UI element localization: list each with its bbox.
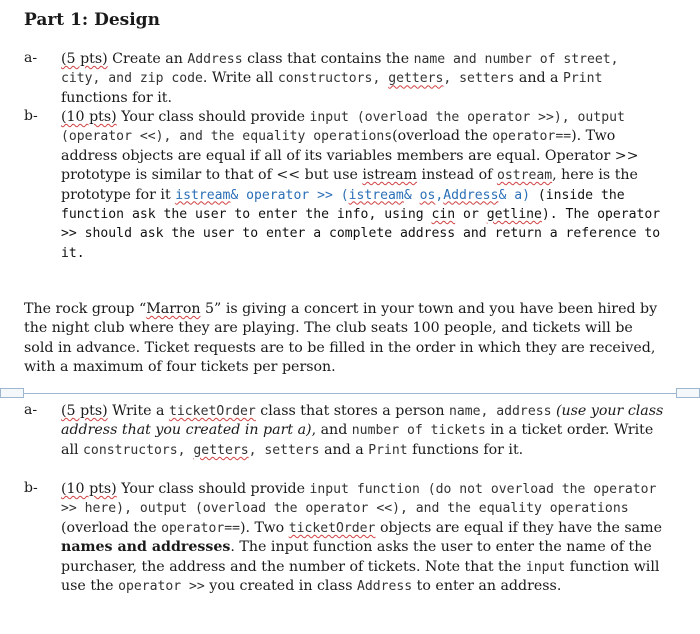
text: objects are equal if they have the same xyxy=(375,519,662,536)
text: . The input function asks the user to enter the name of the purchaser, the address and the number of tickets. Note that the xyxy=(61,539,652,575)
divider-cap-left xyxy=(0,388,24,398)
text: Your class should provide xyxy=(116,481,310,497)
code: cin xyxy=(431,207,456,223)
points: (5 pts) xyxy=(61,403,108,419)
item-text xyxy=(61,108,665,263)
code: input xyxy=(525,559,566,575)
code: operator >> xyxy=(118,579,205,595)
code: istream xyxy=(175,187,231,203)
section-title: Part 1: Design xyxy=(24,10,160,30)
divider-cap-right xyxy=(676,388,700,398)
item-label: b- xyxy=(24,480,38,496)
text: ). Two xyxy=(240,519,289,536)
code: Address xyxy=(443,187,499,203)
code: constructors, xyxy=(83,442,194,458)
text: (use your class address that you created in part a) xyxy=(61,403,664,439)
text: (overload the xyxy=(61,519,162,536)
text: names and addresses xyxy=(61,539,231,556)
code: (inside the function ask the user to enter the info, using xyxy=(61,187,625,223)
code: getters xyxy=(193,442,249,458)
text: (overload the xyxy=(392,128,493,145)
text: istream xyxy=(362,167,418,184)
code: , setters xyxy=(443,71,515,87)
code: getters xyxy=(388,71,444,87)
code: constructors, xyxy=(277,71,389,87)
item-label: a- xyxy=(24,50,38,66)
code: istream xyxy=(348,187,404,203)
text: Your class should provide xyxy=(116,109,310,125)
divider-line xyxy=(14,393,686,394)
text: function will use the xyxy=(61,558,660,595)
text: Write a xyxy=(107,403,170,419)
code: Print xyxy=(563,71,603,87)
text: class that contains the xyxy=(242,51,414,67)
text: in a ticket order. Write all xyxy=(61,422,654,458)
text: , and xyxy=(311,422,352,439)
text: The rock group “ xyxy=(24,301,147,317)
code: operator== xyxy=(492,129,572,145)
code: & xyxy=(403,187,420,203)
item-text xyxy=(61,402,665,460)
points: (10 pts) xyxy=(61,109,117,125)
item-label: a- xyxy=(24,402,38,418)
code: os xyxy=(419,187,436,203)
code: ticketOrder xyxy=(169,404,256,419)
text: to enter an address. xyxy=(412,578,562,595)
code: name, address xyxy=(448,404,552,419)
concert-paragraph xyxy=(24,300,664,378)
item-label: b- xyxy=(24,108,38,124)
code: number of tickets xyxy=(351,423,486,439)
code: name and number of street, city, and zip code xyxy=(61,52,619,87)
text: functions for it. xyxy=(61,89,173,106)
text: ). Two address objects are equal if all of its variables members are equal. Operator >> prototype is similar to that of << but use xyxy=(61,128,639,184)
points: (10 pts) xyxy=(61,481,117,497)
code: input (overload the operator >>), output (operator <<), and the equality operations xyxy=(61,110,625,145)
code: Address xyxy=(187,52,243,67)
item-text xyxy=(61,50,665,108)
code: & operator >> ( xyxy=(230,187,349,203)
item-text xyxy=(61,480,665,596)
code: & a) xyxy=(498,187,530,203)
text: class that stores a person xyxy=(255,403,449,419)
text: you created in class xyxy=(204,578,357,595)
text: 5” is giving a concert in your town and you have been hired by the night club where they are playing. The club seats 100 people, and tickets will be sold in advance. Ticket requests are to be filled in the order in which they are received, with a maximum of four tickets per person. xyxy=(24,301,658,376)
code: operator== xyxy=(161,520,240,536)
points: (5 pts) xyxy=(61,51,108,67)
section-divider xyxy=(0,392,700,396)
code: ticketOrder xyxy=(288,520,376,536)
text: Create an xyxy=(107,51,188,67)
code: getline xyxy=(486,207,542,223)
code: input function (do not overload the operator >> here), output (overload the operator <<), and the equality operations xyxy=(61,482,657,517)
text: and a xyxy=(319,441,369,458)
text: instead of xyxy=(417,167,497,184)
code: Address xyxy=(356,579,413,595)
code: ostream xyxy=(496,168,553,184)
text: . Write all xyxy=(202,70,278,87)
text: , here is the prototype for it xyxy=(61,167,638,203)
text: functions for it. xyxy=(407,441,524,458)
code: , setters xyxy=(248,442,320,458)
text: and a xyxy=(514,70,564,87)
code: , xyxy=(435,187,444,203)
text: Marron xyxy=(146,301,201,317)
code: ). The operator >> should ask the user to enter a complete address and return a reference to it. xyxy=(61,207,661,261)
code: Print xyxy=(368,442,408,458)
code: or xyxy=(455,207,487,223)
